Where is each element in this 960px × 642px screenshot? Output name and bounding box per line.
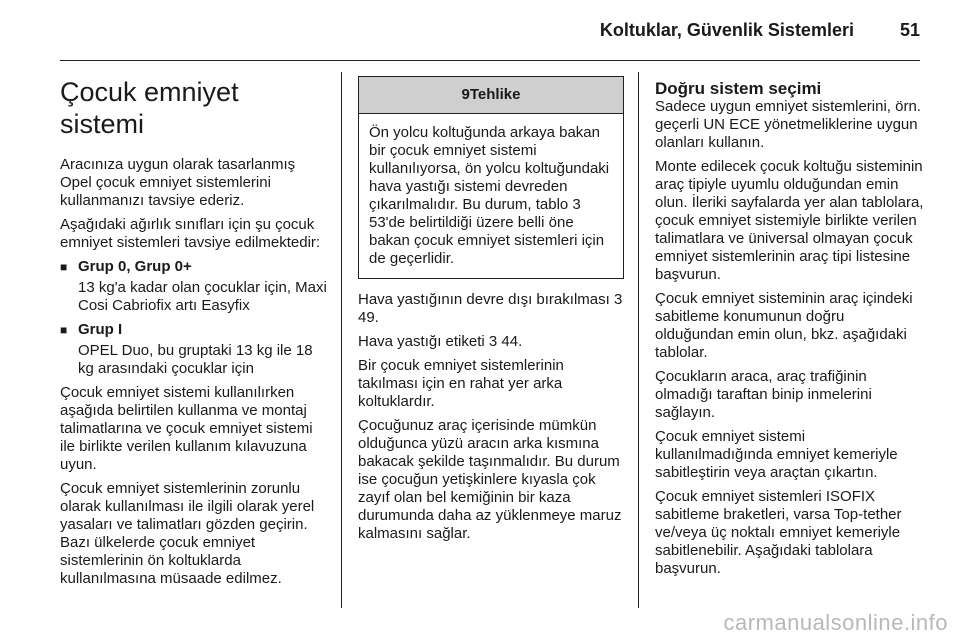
paragraph: Çocuk emniyet sistemleri ISOFIX sabitleme braketleri, varsa Top-tether ve/veya üç noktalı emniyet kemeriyle sabitlenebilir. Aşağıdaki tablolara başvurun.	[655, 488, 902, 577]
section-heading: Çocuk emniyet sistemi	[60, 77, 239, 139]
paragraph: Aracınıza uygun olarak tasarlanmış Opel çocuk emniyet sistemlerini kullanmanızı tavsiye ederiz.	[60, 156, 296, 209]
paragraph: Hava yastığı etiketi 3 44.	[358, 333, 523, 350]
header-rule	[60, 60, 920, 61]
warning-title: Tehlike	[469, 86, 521, 103]
column-2	[358, 76, 624, 549]
paragraph: Çocuk emniyet sistemi kullanılırken aşağıda belirtilen kullanma ve montaj talimatlarına ve çocuk emniyet sistemi ile birlikte verilen kullanım kılavuzuna uyun.	[60, 384, 313, 473]
paragraph: Çocuk emniyet sistemlerinin zorunlu olarak kullanılması ile ilgili olarak yerel yasaları ve talimatları gözden geçirin. Bazı ülkelerde çocuk emniyet sistemlerinin ön koltuklarda kullanılmasına müsaade edilmez.	[60, 480, 315, 587]
column-divider-2	[638, 72, 639, 608]
paragraph: Hava yastığının devre dışı bırakılması 3 49.	[358, 291, 623, 326]
subsection-heading: Doğru sistem seçimi	[655, 79, 822, 98]
column-divider-1	[341, 72, 342, 608]
column-3	[655, 80, 925, 584]
page-header	[600, 20, 920, 41]
list-item-text: OPEL Duo, bu gruptaki 13 kg ile 18 kg arasındaki çocuklar için	[78, 342, 313, 377]
column-1	[60, 76, 330, 594]
section-title: Koltuklar, Güvenlik Sistemleri	[599, 20, 854, 40]
warning-icon: 9	[461, 86, 470, 103]
paragraph: Sadece uygun emniyet sistemlerini, örn. geçerli UN ECE yönetmeliklerine uygun olanları kullanın.	[655, 98, 921, 151]
paragraph: Bir çocuk emniyet sistemlerinin takılması için en rahat yer arka koltuklardır.	[358, 357, 564, 410]
paragraph: Aşağıdaki ağırlık sınıfları için şu çocuk emniyet sistemleri tavsiye edilmektedir:	[60, 216, 321, 251]
paragraph: Çocuğunuz araç içerisinde mümkün olduğunca yüzü aracın arka kısmına bakacak şekilde taşınmalıdır. Bu durum ise çocuğun yetişkinlere kıyasla çok zayıf olan bel kemiğinin bir kaza durumunda daha az yüklenmeye maruz kalmasını sağlar.	[358, 417, 622, 542]
warning-box	[358, 76, 624, 279]
list-item-label: ■ Grup 0, Grup 0+	[60, 258, 330, 276]
page-number: 51	[899, 20, 920, 40]
warning-header	[359, 77, 623, 114]
paragraph: Çocuk emniyet sisteminin araç içindeki sabitleme konumunun doğru olduğundan emin olun, bkz. aşağıdaki tablolar.	[655, 290, 913, 361]
paragraph: Monte edilecek çocuk koltuğu sisteminin araç tipiyle uyumlu olduğundan emin olun. İleriki sayfalarda yer alan tablolara, çocuk emniyet sistemiyle birlikte verilen talimatlara ve üniversal olmayan çocuk emniyet sistemlerinin araç tipi listesine başvurun.	[655, 158, 924, 283]
warning-text: Ön yolcu koltuğunda arkaya bakan bir çocuk emniyet sistemi kullanılıyorsa, ön yolcu koltuğundaki hava yastığı sistemi devreden çıkarılmalıdır. Bu durum, tablo 3 53'de belirtildiği üzere belli öne bakan çocuk emniyet sistemleri için de geçerlidir.	[369, 124, 610, 267]
list-item-label: ■ Grup I	[60, 321, 330, 339]
list-item-text: 13 kg'a kadar olan çocuklar için, Maxi Cosi Cabriofix artı Easyfix	[78, 279, 327, 314]
watermark: carmanualsonline.info	[723, 610, 948, 635]
paragraph: Çocuk emniyet sistemi kullanılmadığında emniyet kemeriyle sabitleştirin veya araçtan çıkartın.	[655, 428, 898, 481]
paragraph: Çocukların araca, araç trafiğinin olmadığı taraftan binip inmelerini sağlayın.	[655, 368, 872, 421]
